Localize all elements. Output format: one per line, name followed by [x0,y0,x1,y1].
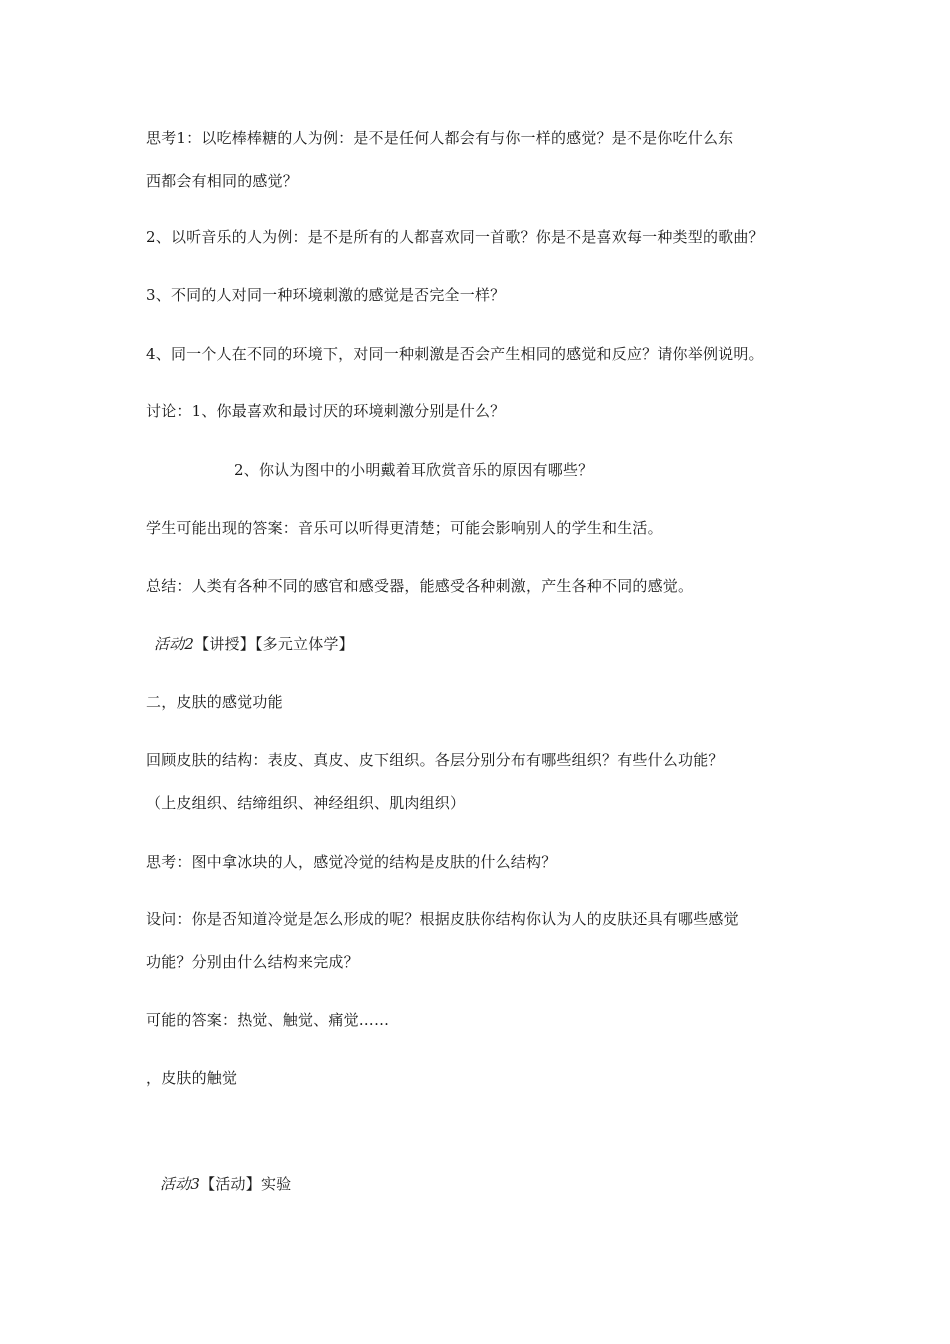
text-line-possible-answer: 可能的答案：热觉、触觉、痛觉…… [146,1011,390,1029]
activity-3-tags: 【活动】实验 [200,1175,292,1193]
text-line-review-structure: 回顾皮肤的结构：表皮、真皮、皮下组织。各层分别分布有哪些组织？有些什么功能？ [146,751,724,769]
text-line-think-4: 4、同一个人在不同的环境下，对同一种刺激是否会产生相同的感觉和反应？请你举例说明。 [146,345,764,363]
text-line-summary: 总结：人类有各种不同的感官和感受器，能感受各种刺激，产生各种不同的感觉。 [146,577,694,595]
text-line-student-answer: 学生可能出现的答案：音乐可以听得更清楚；可能会影响别人的学生和生活。 [146,519,663,537]
heading-activity-3 [160,1174,291,1194]
text-line-think-ice: 思考：图中拿冰块的人，感觉冷觉的结构是皮肤的什么结构？ [146,853,557,871]
text-line-discuss-1: 讨论：1、你最喜欢和最讨厌的环境刺激分别是什么？ [146,402,506,420]
activity-2-tags: 【讲授】【多元立体学】 [194,635,354,653]
section-title-skin-function: 二，皮肤的感觉功能 [146,693,283,711]
text-line-skin-touch: ，皮肤的触觉 [146,1069,238,1087]
text-line-think-3: 3、不同的人对同一种环境刺激的感觉是否完全一样？ [146,286,506,304]
text-line-discuss-2: 2、你认为图中的小明戴着耳欣赏音乐的原因有哪些？ [234,461,594,479]
activity-2-label: 活动2 [154,635,195,653]
text-line-think-1: 思考1：以吃棒棒糖的人为例：是不是任何人都会有与你一样的感觉？是不是你吃什么东 [146,129,734,147]
text-line-think-1-cont: 西都会有相同的感觉？ [146,172,299,190]
text-line-think-2: 2、以听音乐的人为例：是不是所有的人都喜欢同一首歌？你是不是喜欢每一种类型的歌曲？ [146,228,764,246]
text-line-question: 设问：你是否知道冷觉是怎么形成的呢？根据皮肤你结构你认为人的皮肤还具有哪些感觉 [146,910,739,928]
activity-3-label: 活动3 [160,1175,201,1193]
text-line-tissue-list: （上皮组织、结缔组织、神经组织、肌肉组织） [146,794,466,812]
text-line-question-cont: 功能？分别由什么结构来完成？ [146,953,359,971]
heading-activity-2 [154,634,354,654]
